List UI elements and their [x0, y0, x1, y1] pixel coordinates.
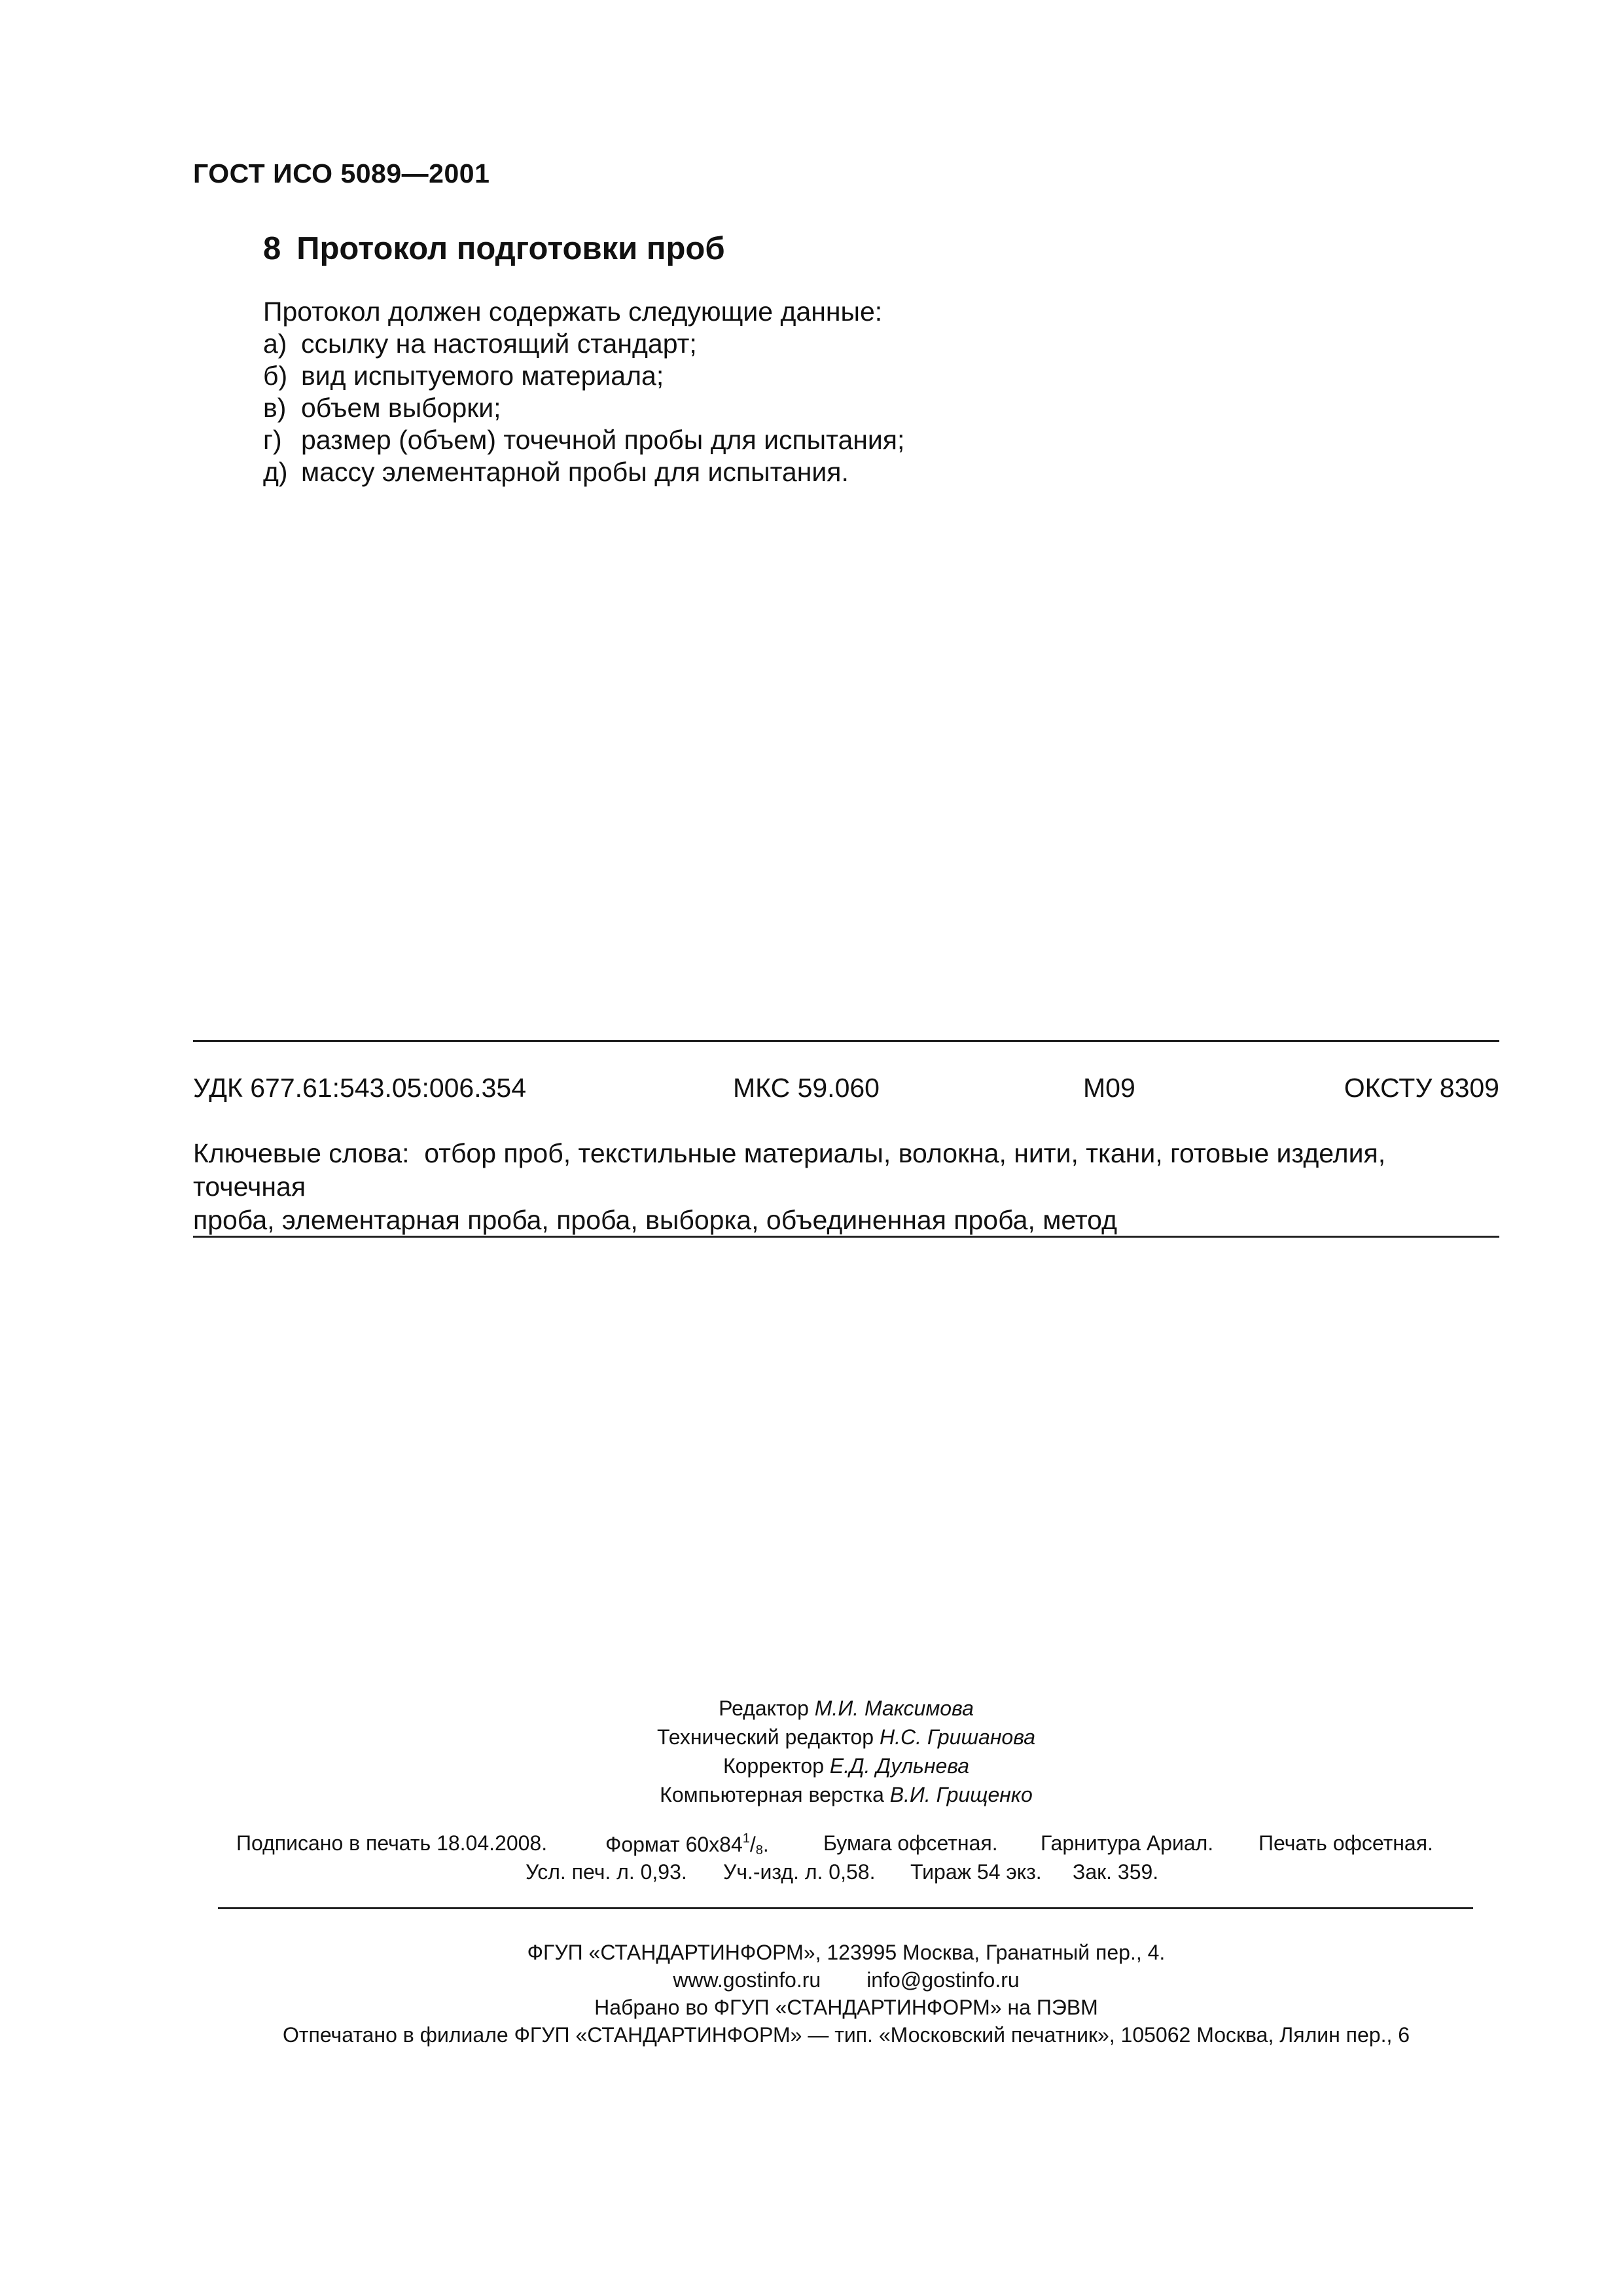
list-marker: в)	[263, 393, 287, 423]
divider-middle	[193, 1236, 1499, 1238]
protocol-item-d	[263, 456, 904, 488]
print-info-line-2	[218, 1860, 1473, 1889]
format-suffix: .	[762, 1833, 769, 1856]
publisher-contacts	[193, 1966, 1499, 1994]
format-prefix: Формат 60х84	[605, 1833, 743, 1856]
keywords-line-1	[193, 1137, 1499, 1204]
credit-name: Е.Д. Дульнева	[829, 1754, 970, 1778]
group-code: М09	[1083, 1073, 1135, 1103]
list-marker: д)	[263, 457, 288, 487]
format-numerator: 1	[742, 1831, 750, 1846]
publisher-block	[193, 1939, 1499, 2049]
typeface: Гарнитура Ариал.	[1041, 1831, 1214, 1855]
credit-layout	[193, 1780, 1499, 1809]
list-item-text: размер (объем) точечной пробы для испытания;	[301, 425, 905, 455]
protocol-list	[263, 296, 904, 488]
credit-editor	[193, 1694, 1499, 1723]
publisher-email: info@gostinfo.ru	[866, 1968, 1020, 1992]
credit-proofreader	[193, 1751, 1499, 1780]
print-run: Тираж 54 экз.	[910, 1860, 1042, 1884]
credit-name: М.И. Максимова	[814, 1696, 974, 1720]
list-item-text: вид испытуемого материала;	[301, 361, 664, 391]
list-marker: г)	[263, 425, 282, 455]
keywords-label: Ключевые слова:	[193, 1138, 410, 1168]
credit-name: Н.С. Гришанова	[879, 1725, 1036, 1749]
publisher-address: ФГУП «СТАНДАРТИНФОРМ», 123995 Москва, Гранатный пер., 4.	[527, 1941, 1166, 1964]
protocol-item-g	[263, 424, 904, 456]
list-item-text: ссылку на настоящий стандарт;	[301, 329, 697, 359]
credit-tech-editor	[193, 1723, 1499, 1751]
section-title: Протокол подготовки проб	[296, 231, 725, 266]
udk-code: УДК 677.61:543.05:006.354	[193, 1073, 527, 1103]
credit-role: Редактор	[719, 1696, 809, 1720]
section-number: 8	[263, 231, 281, 266]
divider-bottom	[218, 1907, 1473, 1909]
divider-top	[193, 1040, 1499, 1042]
printed-info: Отпечатано в филиале ФГУП «СТАНДАРТИНФОРМ» — тип. «Московский печатник», 105062 Москва, Лялин пер., 6	[282, 2023, 1410, 2047]
protocol-item-a	[263, 328, 904, 360]
mks-code: МКС 59.060	[733, 1073, 880, 1103]
credit-role: Корректор	[722, 1754, 825, 1778]
printing-method: Печать офсетная.	[1258, 1831, 1433, 1855]
credits-block	[193, 1694, 1499, 1809]
credit-role: Технический редактор	[656, 1725, 874, 1749]
list-item-text: массу элементарной пробы для испытания.	[301, 457, 849, 487]
list-item-text: объем выборки;	[301, 393, 501, 423]
paper-format	[605, 1831, 769, 1858]
order-number: Зак. 359.	[1073, 1860, 1159, 1884]
typeset-info: Набрано во ФГУП «СТАНДАРТИНФОРМ» на ПЭВМ	[594, 1996, 1098, 2019]
protocol-item-v	[263, 392, 904, 424]
print-info-line-1	[218, 1831, 1473, 1860]
format-denominator: 8	[755, 1843, 763, 1857]
protocol-item-b	[263, 360, 904, 392]
printed-sheets: Усл. печ. л. 0,93.	[526, 1860, 687, 1884]
paper-type: Бумага офсетная.	[823, 1831, 998, 1855]
format-slash: /	[749, 1833, 756, 1856]
publisher-sheets: Уч.-изд. л. 0,58.	[723, 1860, 876, 1884]
publisher-website: www.gostinfo.ru	[673, 1968, 821, 1992]
section-heading	[263, 230, 725, 267]
keywords-text-1: отбор проб, текстильные материалы, волокна, нити, ткани, готовые изделия, точечная	[193, 1138, 1386, 1202]
okstu-code: ОКСТУ 8309	[1344, 1073, 1499, 1103]
credit-role: Компьютерная верстка	[660, 1783, 884, 1806]
list-marker: а)	[263, 329, 287, 359]
classification-row	[193, 1073, 1499, 1105]
keywords-block	[193, 1137, 1499, 1237]
list-marker: б)	[263, 361, 288, 391]
keywords-line-2: проба, элементарная проба, проба, выборка, объединенная проба, метод	[193, 1205, 1117, 1235]
credit-name: В.И. Грищенко	[889, 1783, 1033, 1806]
signed-date: Подписано в печать 18.04.2008.	[236, 1831, 548, 1855]
document-code: ГОСТ ИСО 5089—2001	[193, 158, 490, 188]
protocol-intro: Протокол должен содержать следующие данные:	[263, 296, 883, 327]
